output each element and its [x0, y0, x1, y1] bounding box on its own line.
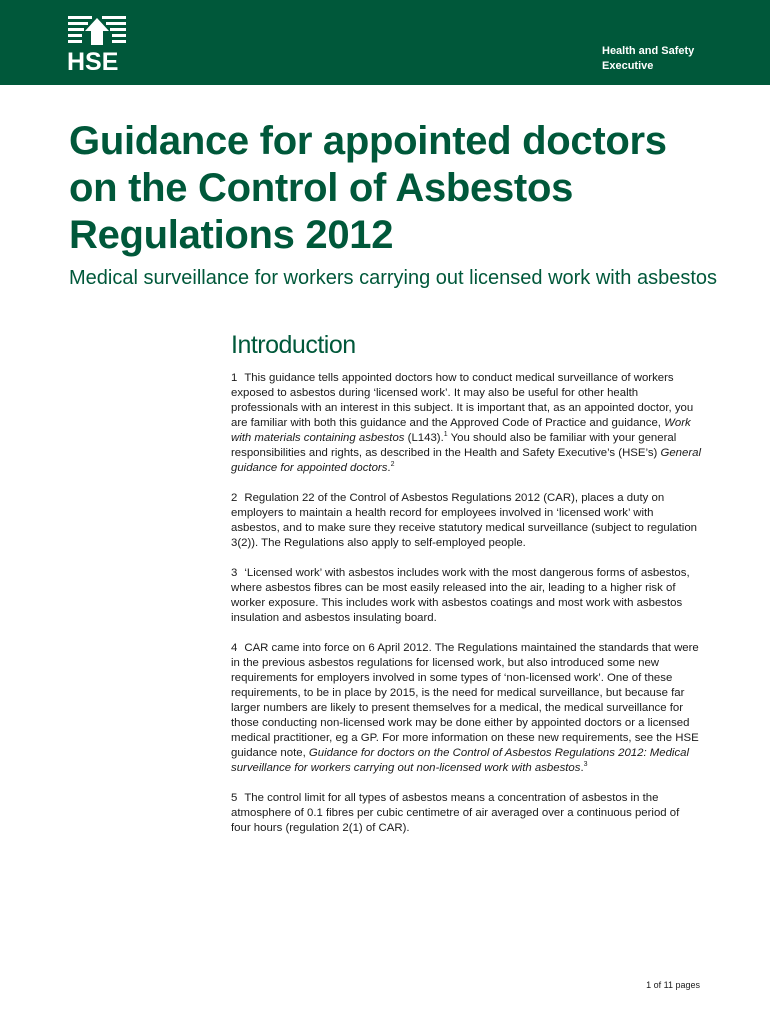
footnote-ref: 2: [390, 461, 395, 469]
introduction-section: [231, 330, 701, 851]
paragraph-number: 5: [231, 792, 238, 804]
header-bar: [0, 0, 770, 85]
paragraph-5: [231, 791, 701, 836]
paragraph-text: .: [387, 462, 391, 474]
paragraph-3: [231, 566, 701, 626]
paragraph-text: This guidance tells appointed doctors how to conduct medical surveillance of workers exposed to asbestos during ‘licensed work’. It may also be useful for other health professionals with an interest in this subject. It is important that, as an appointed doctor, you are familiar with both this guidance and the Approved Code of Practice and guidance,: [231, 372, 694, 429]
paragraph-number: 3: [231, 567, 238, 579]
paragraph-text: (L143).: [404, 432, 444, 444]
paragraph-text: ‘Licensed work’ with asbestos includes work with the most dangerous forms of asbestos, where asbestos fibres can be most easily released into the air, leading to a higher risk of worker exposure. This includes work with asbestos coatings and most work with asbestos insulation and asbestos insulating board.: [231, 567, 690, 624]
paragraph-text: CAR came into force on 6 April 2012. The Regulations maintained the standards that were in the previous asbestos regulations for licensed work, but also introduced some new requirements for employers involved in some types of ‘non-licensed work’. One of these requirements, to be in place by 2015, is the need for medical surveillance, but because far larger numbers are likely to present themselves for a medical, the medical surveillance for those conducting non-licensed work may be done either by appointed doctors or a licensed medical practitioner, eg a GP. For more information on these new requirements, see the HSE guidance note,: [231, 642, 699, 759]
document-title: [69, 118, 749, 259]
footnote-ref: 3: [583, 761, 588, 769]
organisation-name: [602, 44, 752, 74]
reference-title: Guidance for doctors on the Control of Asbestos Regulations 2012: Medical surveillance for workers carrying out non-licensed work with asbestos: [231, 747, 690, 774]
paragraph-4: [231, 641, 701, 776]
title-line-3: Regulations 2012: [69, 213, 394, 257]
paragraph-2: [231, 491, 701, 551]
reference-title: Work with materials containing asbestos: [231, 417, 691, 444]
paragraph-text: You should also be familiar with your general responsibilities and rights, as described in the Health and Safety Executive’s (HSE’s): [231, 432, 677, 459]
section-heading: Introduction: [231, 331, 356, 359]
paragraph-text: Regulation 22 of the Control of Asbestos Regulations 2012 (CAR), places a duty on employers to maintain a health record for employees involved in ‘licensed work’ with asbestos, and to make sure they receive statutory medical surveillance (subject to regulation 3(2)). The Regulations also apply to self-employed people.: [231, 492, 697, 549]
logo-text: HSE: [67, 48, 119, 74]
document-subtitle: Medical surveillance for workers carrying out licensed work with asbestos: [69, 267, 718, 289]
hse-logo: [66, 16, 128, 74]
title-line-1: Guidance for appointed doctors: [69, 119, 667, 163]
paragraph-number: 2: [231, 492, 238, 504]
paragraph-text: The control limit for all types of asbestos means a concentration of asbestos in the atmosphere of 0.1 fibres per cubic centimetre of air averaged over a continuous period of four hours (regulation 2(1) of CAR).: [231, 792, 680, 834]
org-line-2: Executive: [602, 60, 654, 72]
paragraph-number: 1: [231, 372, 238, 384]
footnote-ref: 1: [443, 431, 448, 439]
page-counter: 1 of 11 pages: [646, 980, 700, 990]
paragraph-1: [231, 371, 701, 476]
org-line-1: Health and Safety: [602, 45, 695, 57]
paragraph-number: 4: [231, 642, 238, 654]
paragraph-text: .: [580, 762, 584, 774]
title-line-2: on the Control of Asbestos: [69, 166, 574, 210]
reference-title: General guidance for appointed doctors: [231, 447, 702, 474]
